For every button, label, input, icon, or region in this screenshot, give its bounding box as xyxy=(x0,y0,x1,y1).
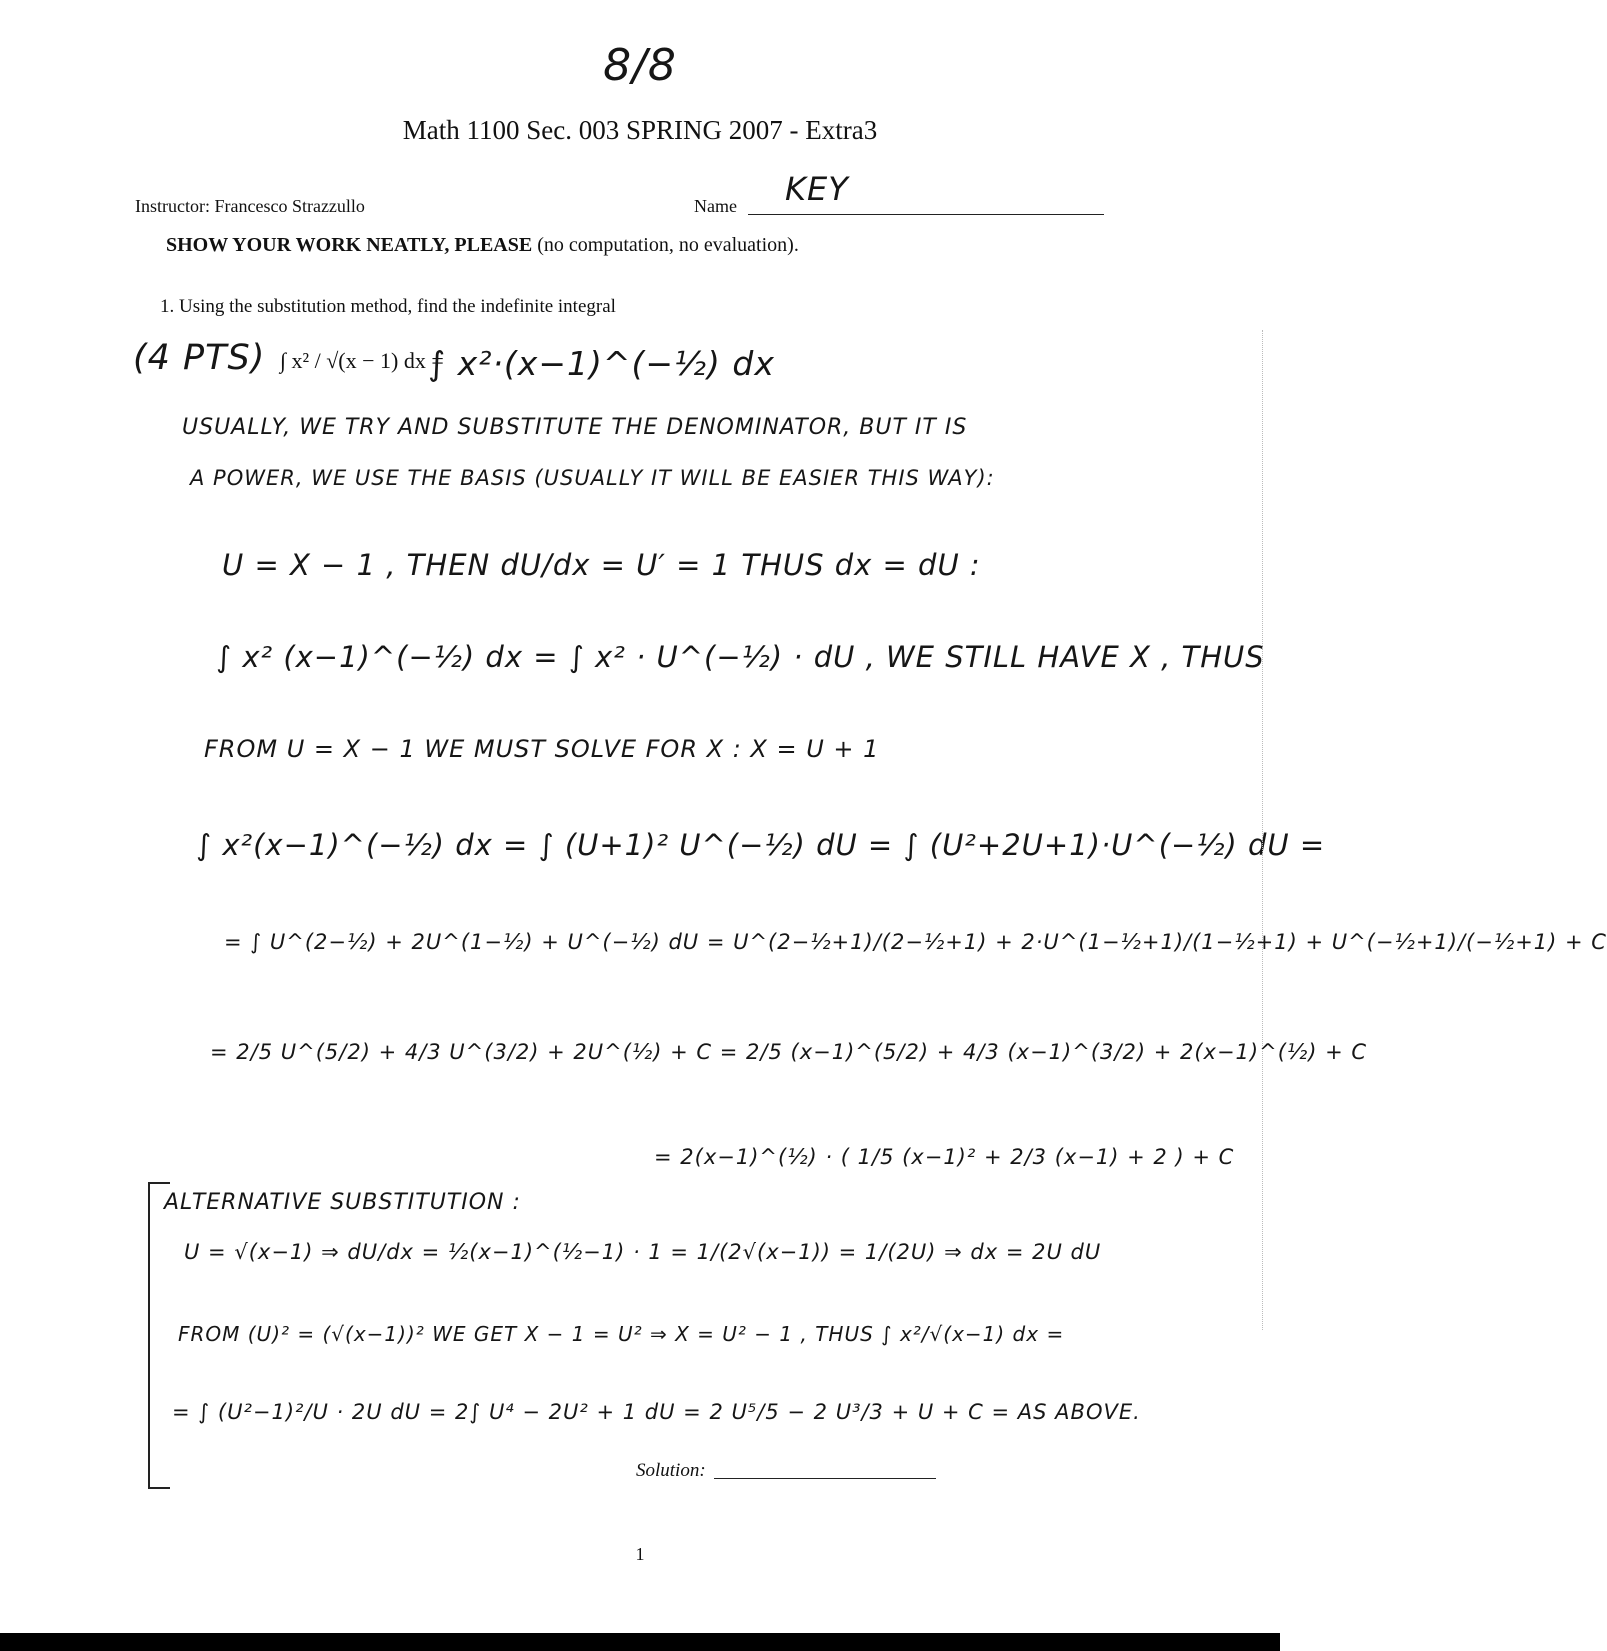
instructions-rest: (no computation, no evaluation). xyxy=(532,234,799,256)
page-number: 1 xyxy=(635,1544,645,1564)
alternative-line-2: FROM (U)² = (√(x−1))² WE GET X − 1 = U² ⇒ X = U² − 1 , THUS ∫ x²/√(x−1) dx = xyxy=(178,1322,1065,1346)
work-line-3: U = X − 1 , THEN dU/dx = U′ = 1 THUS dx = dU : xyxy=(222,548,981,582)
instructor-name: Instructor: Francesco Strazzullo xyxy=(135,196,365,216)
scan-edge-marks xyxy=(1262,330,1269,1330)
work-line-6: ∫ x²(x−1)^(−½) dx = ∫ (U+1)² U^(−½) dU = ∫ (U²+2U+1)·U^(−½) dU = xyxy=(196,828,1326,862)
integral-rewrite: ∫ x²·(x−1)^(−½) dx xyxy=(428,344,775,383)
alternative-bracket xyxy=(148,1182,170,1489)
integral-expression: ∫ x² / √(x − 1) dx = xyxy=(280,348,444,373)
instructions-bold: SHOW YOUR WORK NEATLY, PLEASE xyxy=(166,234,533,256)
work-line-2: A POWER, WE USE THE BASIS (USUALLY IT WILL BE EASIER THIS WAY): xyxy=(190,466,995,490)
work-line-9: = 2(x−1)^(½) · ( 1/5 (x−1)² + 2/3 (x−1) + 2 ) + C xyxy=(654,1145,1235,1169)
score: 8/8 xyxy=(603,40,677,91)
scan-bottom-border xyxy=(0,1633,1280,1651)
name-value: KEY xyxy=(785,170,849,208)
alternative-title: ALTERNATIVE SUBSTITUTION : xyxy=(164,1190,521,1215)
name-underline xyxy=(748,214,1104,215)
work-line-1: USUALLY, WE TRY AND SUBSTITUTE THE DENOMINATOR, BUT IT IS xyxy=(182,415,968,440)
name-label: Name xyxy=(694,196,737,216)
problem-statement: 1. Using the substitution method, find the indefinite integral xyxy=(160,296,616,317)
alternative-line-1: U = √(x−1) ⇒ dU/dx = ½(x−1)^(½−1) · 1 = 1/(2√(x−1)) = 1/(2U) ⇒ dx = 2U dU xyxy=(184,1240,1102,1264)
page-title: Math 1100 Sec. 003 SPRING 2007 - Extra3 xyxy=(402,115,878,145)
instructions xyxy=(166,234,799,257)
solution-label: Solution: xyxy=(636,1460,706,1481)
work-line-7: = ∫ U^(2−½) + 2U^(1−½) + U^(−½) dU = U^(2−½+1)/(2−½+1) + 2·U^(1−½+1)/(1−½+1) + U^(−½+1)/(−½+1) + C xyxy=(224,930,1607,954)
solution-underline xyxy=(714,1478,936,1479)
work-line-8: = 2/5 U^(5/2) + 4/3 U^(3/2) + 2U^(½) + C = 2/5 (x−1)^(5/2) + 4/3 (x−1)^(3/2) + 2(x−1)^(½) + C xyxy=(210,1040,1368,1064)
alternative-line-3: = ∫ (U²−1)²/U · 2U dU = 2∫ U⁴ − 2U² + 1 dU = 2 U⁵/5 − 2 U³/3 + U + C = AS ABOVE. xyxy=(172,1400,1141,1424)
work-line-5: FROM U = X − 1 WE MUST SOLVE FOR X : X = U + 1 xyxy=(204,735,880,763)
points-label: (4 PTS) xyxy=(133,338,266,378)
work-line-4: ∫ x² (x−1)^(−½) dx = ∫ x² · U^(−½) · dU , WE STILL HAVE X , THUS xyxy=(216,640,1265,674)
